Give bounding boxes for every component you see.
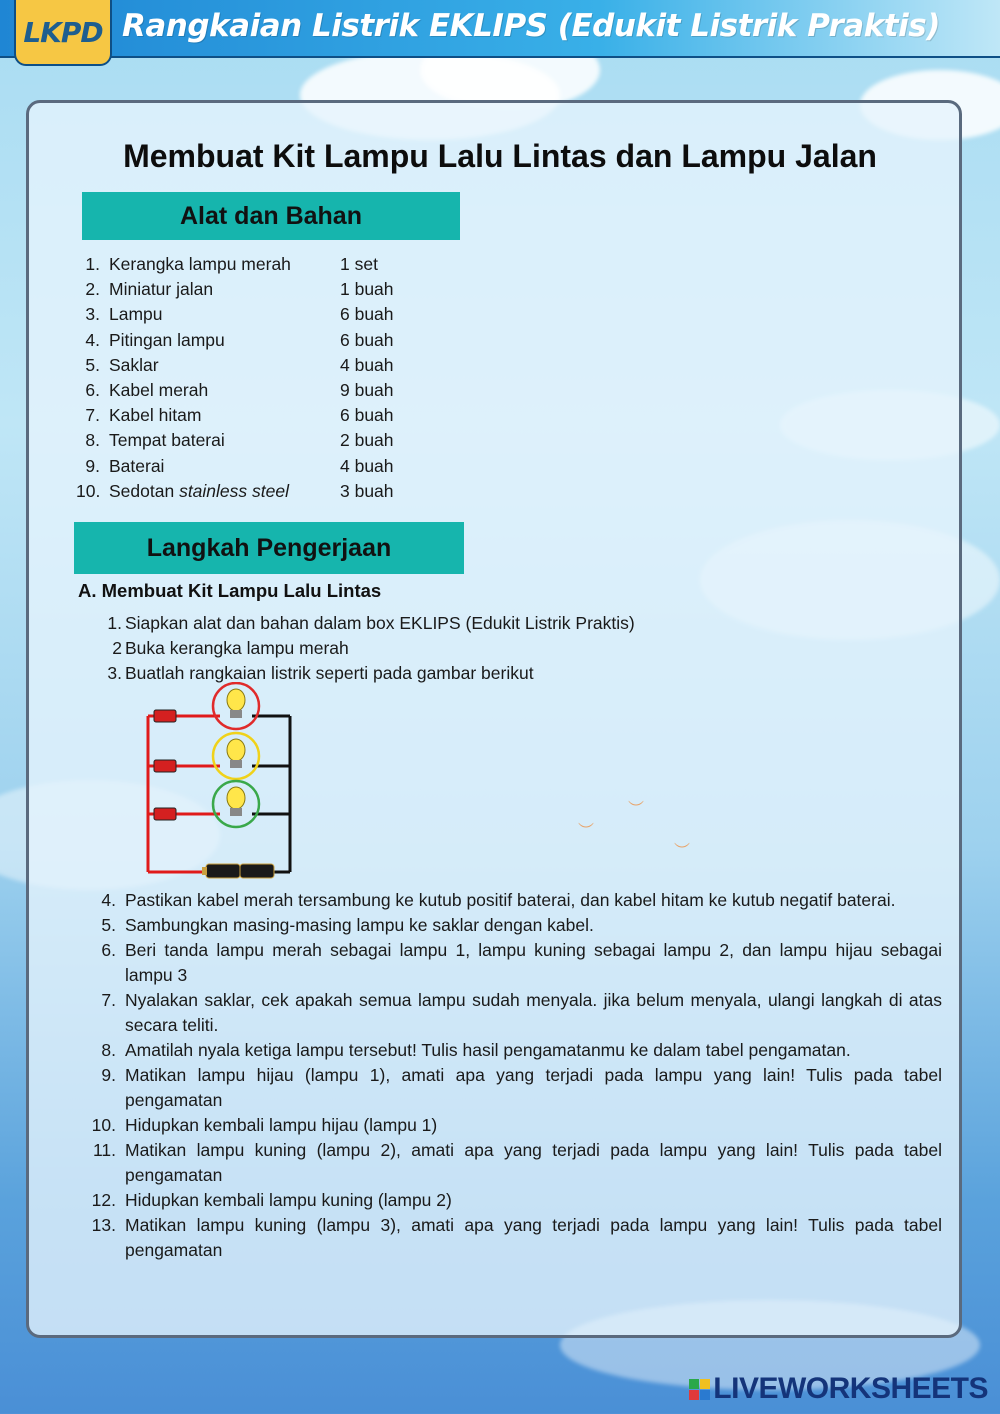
steps-subheading: A. Membuat Kit Lampu Lalu Lintas: [78, 580, 382, 601]
material-name: [109, 328, 225, 353]
material-name-text: Kabel merah: [109, 379, 209, 400]
step-number: 6.: [101, 940, 116, 960]
material-quantity: 6 buah: [340, 405, 394, 426]
material-name: [109, 454, 164, 479]
step-number: 3.: [107, 663, 122, 683]
material-quantity: 4 buah: [340, 354, 394, 375]
material-name: [109, 353, 159, 378]
step-item: [100, 636, 800, 661]
step-number: 9.: [101, 1065, 116, 1085]
material-quantity: 9 buah: [340, 379, 394, 400]
material-number: 1.: [85, 254, 100, 274]
bulb-icon: [227, 787, 245, 809]
step-number: 5.: [101, 915, 116, 935]
material-number: 7.: [85, 405, 100, 426]
step-number: 8.: [101, 1040, 116, 1060]
step-text: Beri tanda lampu merah sebagai lampu 1, lampu kuning sebagai lampu 2, dan lampu hijau sebagai lampu 3: [125, 940, 942, 985]
bulb-base-icon: [230, 710, 242, 718]
step-text: Matikan lampu kuning (lampu 3), amati apa yang terjadi pada lampu yang lain! Tulis pada tabel pengamatan: [125, 1215, 942, 1260]
header-title: Rangkaian Listrik EKLIPS (Edukit Listrik Praktis): [122, 8, 940, 44]
material-number: 9.: [85, 455, 100, 476]
material-name-text: Kabel hitam: [109, 405, 202, 426]
step-text: Siapkan alat dan bahan dalam box EKLIPS (Edukit Listrik Praktis): [125, 613, 635, 633]
material-number: 4.: [85, 329, 100, 350]
material-number: 6.: [85, 379, 100, 400]
battery-icon: [240, 864, 274, 878]
steps-heading: Langkah Pengerjaan: [74, 522, 464, 574]
material-quantity: 6 buah: [340, 329, 394, 350]
step-item: [90, 1138, 942, 1188]
material-name: [109, 378, 208, 403]
material-name-text: Saklar: [109, 354, 159, 375]
bulb-icon: [227, 689, 245, 711]
material-number: 3.: [85, 304, 100, 325]
step-item: [90, 1213, 942, 1263]
material-number: 5.: [85, 354, 100, 375]
material-name-text: Miniatur jalan: [109, 279, 214, 300]
step-number: 2: [112, 638, 122, 658]
step-item: [90, 1113, 942, 1138]
materials-heading: Alat dan Bahan: [82, 192, 460, 240]
material-name-italic: stainless steel: [179, 480, 289, 501]
step-number: 1.: [107, 613, 122, 633]
material-name-text: Kerangka lampu merah: [109, 254, 291, 274]
switch-icon: [154, 808, 176, 820]
steps-list-top: [100, 611, 800, 686]
step-number: 13.: [91, 1215, 116, 1235]
step-item: [100, 611, 800, 636]
steps-list-bottom: [90, 888, 942, 1263]
step-number: 12.: [91, 1190, 116, 1210]
lkpd-badge: LKPD: [14, 0, 112, 66]
material-quantity: 1 buah: [340, 279, 394, 300]
material-name-text: Lampu: [109, 304, 163, 325]
step-text: Hidupkan kembali lampu kuning (lampu 2): [125, 1190, 452, 1210]
step-item: [90, 1038, 942, 1063]
material-name: [109, 403, 201, 428]
bird-decoration: ︶: [628, 799, 645, 818]
step-text: Nyalakan saklar, cek apakah semua lampu sudah menyala. jika belum menyala, ulangi langkah di atas secara teliti.: [125, 990, 942, 1035]
material-quantity: 4 buah: [340, 455, 394, 476]
step-item: [90, 1063, 942, 1113]
switch-icon: [154, 760, 176, 772]
bird-decoration: ︶: [674, 841, 691, 860]
material-name: [109, 277, 213, 302]
step-item: [90, 888, 942, 913]
material-quantity: 1 set: [340, 254, 378, 274]
step-number: 10.: [91, 1115, 116, 1135]
material-name: [109, 252, 291, 277]
step-text: Matikan lampu hijau (lampu 1), amati apa yang terjadi pada lampu yang lain! Tulis pada tabel pengamatan: [125, 1065, 942, 1110]
step-text: Matikan lampu kuning (lampu 2), amati apa yang terjadi pada lampu yang lain! Tulis pada tabel pengamatan: [125, 1140, 942, 1185]
material-name-text: Sedotan: [109, 480, 180, 501]
material-number: 2.: [85, 279, 100, 300]
battery-cap-icon: [202, 867, 207, 875]
bulb-base-icon: [230, 760, 242, 768]
battery-icon: [206, 864, 240, 878]
material-quantity: 6 buah: [340, 304, 394, 325]
step-number: 4.: [101, 890, 116, 910]
bird-decoration: ︶: [578, 821, 595, 840]
liveworksheets-logo: [689, 1372, 988, 1406]
step-text: Sambungkan masing-masing lampu ke saklar dengan kabel.: [125, 915, 594, 935]
material-name-text: Pitingan lampu: [109, 329, 225, 350]
step-number: 11.: [92, 1140, 116, 1160]
bulb-base-icon: [230, 808, 242, 816]
step-item: [90, 1188, 942, 1213]
material-name-text: Baterai: [109, 455, 165, 476]
material-number: 10.: [76, 480, 101, 501]
step-text: Hidupkan kembali lampu hijau (lampu 1): [125, 1115, 438, 1135]
material-name: [109, 302, 163, 327]
step-text: Amatilah nyala ketiga lampu tersebut! Tulis hasil pengamatanmu ke dalam tabel pengamatan.: [125, 1040, 851, 1060]
step-text: Buka kerangka lampu merah: [125, 638, 349, 658]
step-text: Buatlah rangkaian listrik seperti pada gambar berikut: [125, 663, 534, 683]
material-quantity: 2 buah: [340, 430, 394, 451]
step-item: [90, 913, 942, 938]
step-number: 7.: [101, 990, 116, 1010]
material-name: [109, 428, 225, 453]
step-item: [90, 988, 942, 1038]
header-bar: [0, 0, 1000, 58]
switch-icon: [154, 710, 176, 722]
page-title: Membuat Kit Lampu Lalu Lintas dan Lampu Jalan: [123, 138, 877, 174]
step-item: [90, 938, 942, 988]
bulb-icon: [227, 739, 245, 761]
logo-grid-icon: [689, 1379, 710, 1400]
step-text: Pastikan kabel merah tersambung ke kutub positif baterai, dan kabel hitam ke kutub negatif baterai.: [125, 890, 896, 910]
material-number: 8.: [85, 430, 100, 451]
material-quantity: 3 buah: [340, 480, 394, 501]
material-name-text: Tempat baterai: [109, 430, 225, 451]
footer-brand: LIVEWORKSHEETS: [713, 1372, 988, 1405]
material-name: [109, 479, 289, 504]
circuit-diagram: [140, 682, 300, 882]
